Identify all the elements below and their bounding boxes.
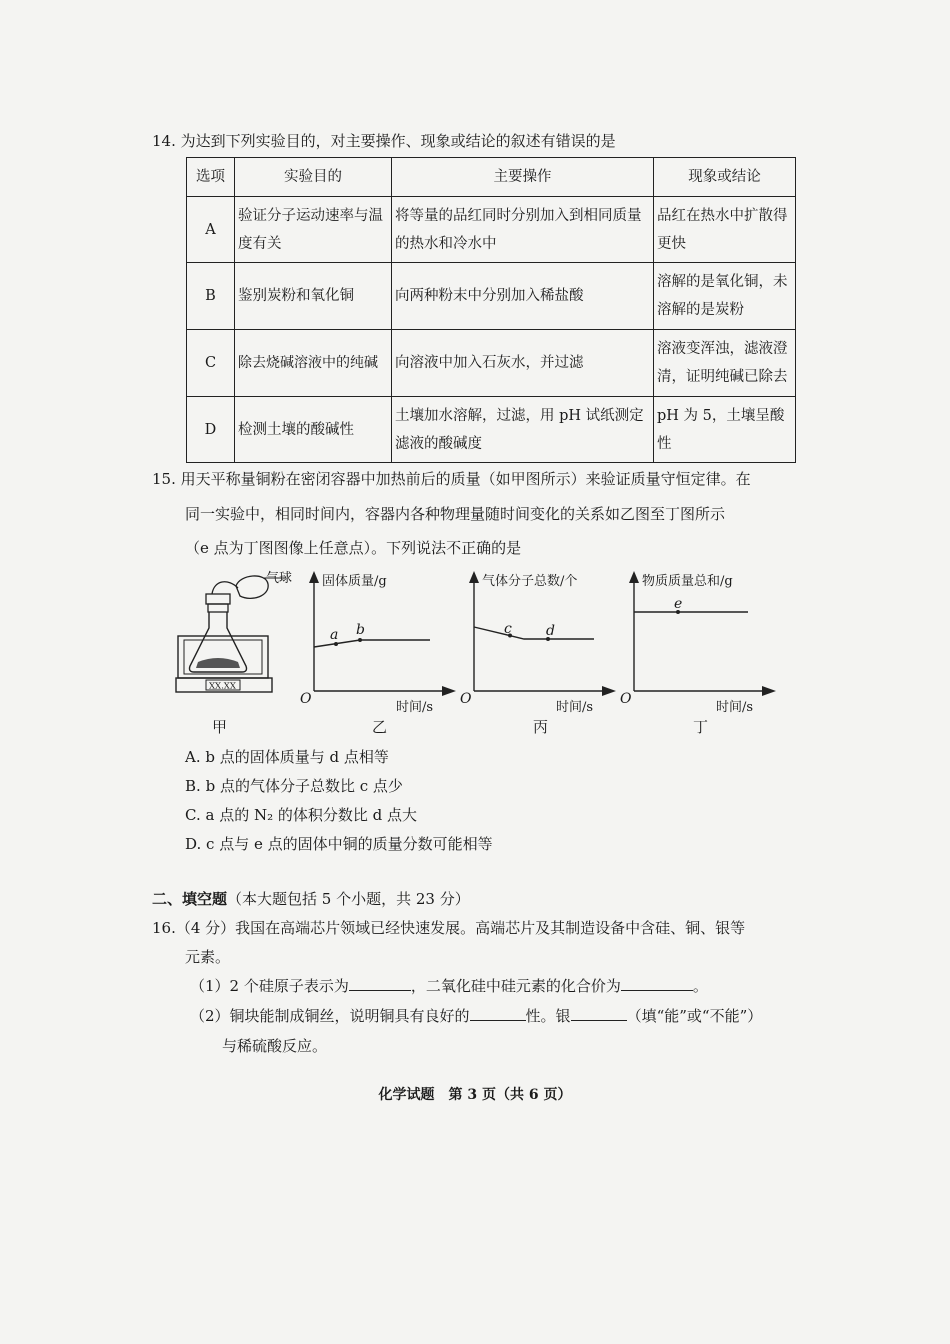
yi-origin: O (300, 691, 312, 707)
blank-4[interactable] (571, 1006, 627, 1021)
row-c-option: C (187, 330, 235, 397)
row-c-operation: 向溶液中加入石灰水，并过滤 (392, 330, 654, 397)
figure-bing-chart (460, 565, 620, 725)
ding-ylabel: 物质质量总和/g (642, 574, 733, 589)
caption-yi: 乙 (372, 718, 388, 736)
bing-origin: O (460, 691, 472, 707)
row-b-operation: 向两种粉末中分别加入稀盐酸 (392, 263, 654, 330)
q14-table (186, 157, 796, 463)
q15-line1: 15. 用天平称量铜粉在密闭容器中加热前后的质量（如甲图所示）来验证质量守恒定律。在 (152, 470, 751, 488)
scale-display: XX.XX (209, 681, 236, 692)
row-a-option: A (187, 197, 235, 263)
row-d-option: D (187, 397, 235, 463)
balloon-label: 气球 (266, 571, 293, 586)
point-b-label: b (356, 622, 365, 638)
header-operation: 主要操作 (392, 158, 654, 197)
blank-2[interactable] (621, 976, 693, 991)
yi-xlabel: 时间/s (396, 700, 434, 715)
point-c-label: c (504, 621, 512, 637)
row-b-purpose: 鉴别炭粉和氧化铜 (235, 263, 392, 330)
row-c-result: 溶液变浑浊，滤液澄清，证明纯碱已除去 (654, 330, 796, 397)
bing-xlabel: 时间/s (556, 700, 594, 715)
row-a-result: 品红在热水中扩散得更快 (654, 197, 796, 263)
q15-option-a: A. b 点的固体质量与 d 点相等 (185, 748, 389, 766)
point-b-dot (358, 638, 362, 642)
row-c-purpose: 除去烧碱溶液中的纯碱 (235, 330, 392, 397)
blank-1[interactable] (349, 976, 411, 991)
point-a-label: a (330, 627, 339, 643)
point-d-label: d (546, 623, 555, 639)
header-purpose: 实验目的 (235, 158, 392, 197)
q15-option-d: D. c 点与 e 点的固体中铜的质量分数可能相等 (185, 835, 493, 853)
row-b-result: 溶解的是氧化铜，未溶解的是炭粉 (654, 263, 796, 330)
section2-note: （本大题包括 5 个小题，共 23 分） (227, 890, 470, 908)
yi-ylabel: 固体质量/g (322, 574, 387, 589)
balloon-icon (236, 576, 268, 598)
ding-xlabel: 时间/s (716, 700, 754, 715)
q16-line1: 16.（4 分）我国在高端芯片领域已经快速发展。高端芯片及其制造设备中含硅、铜、银等 (152, 919, 746, 937)
figure-yi-chart (300, 565, 460, 725)
q15-line3: （e 点为丁图图像上任意点）。下列说法不正确的是 (185, 539, 522, 557)
caption-ding: 丁 (693, 718, 709, 736)
caption-jia: 甲 (212, 718, 228, 736)
q16-part2: （2）铜块能制成铜丝，说明铜具有良好的 性。银 （填“能”或“不能”） (190, 1007, 763, 1025)
q15-option-c: C. a 点的 N₂ 的体积分数比 d 点大 (185, 806, 418, 824)
header-result: 现象或结论 (654, 158, 796, 197)
row-a-purpose: 验证分子运动速率与温度有关 (235, 197, 392, 263)
figure-jia-apparatus (168, 568, 298, 703)
q16-part1: （1）2 个硅原子表示为 ，二氧化硅中硅元素的化合价为 。 (190, 977, 708, 995)
section2-heading (152, 888, 470, 910)
row-d-purpose: 检测土壤的酸碱性 (235, 397, 392, 463)
ding-origin: O (620, 691, 632, 707)
copper-powder-icon (196, 658, 240, 668)
row-a-operation: 将等量的品红同时分别加入到相同质量的热水和冷水中 (392, 197, 654, 263)
section2-title: 二、填空题 (152, 890, 228, 908)
q16-line2: 元素。 (185, 948, 231, 966)
row-b-option: B (187, 263, 235, 330)
q15-option-b: B. b 点的气体分子总数比 c 点少 (185, 777, 403, 795)
row-d-result: pH 为 5，土壤呈酸性 (654, 397, 796, 463)
caption-bing: 丙 (533, 718, 549, 736)
blank-3[interactable] (470, 1006, 526, 1021)
bing-ylabel: 气体分子总数/个 (482, 574, 578, 589)
q14-stem: 14. 为达到下列实验目的，对主要操作、现象或结论的叙述有错误的是 (152, 132, 616, 150)
row-d-operation: 土壤加水溶解，过滤，用 pH 试纸测定滤液的酸碱度 (392, 397, 654, 463)
figure-ding-chart (620, 565, 780, 725)
header-option: 选项 (187, 158, 235, 197)
q16-part2-cont: 与稀硫酸反应。 (222, 1037, 328, 1055)
q15-line2: 同一实验中，相同时间内，容器内各种物理量随时间变化的关系如乙图至丁图所示 (185, 505, 726, 523)
bing-curve (474, 627, 594, 639)
page-footer: 化学试题 第 3 页（共 6 页） (378, 1087, 572, 1103)
point-e-label: e (674, 596, 683, 612)
